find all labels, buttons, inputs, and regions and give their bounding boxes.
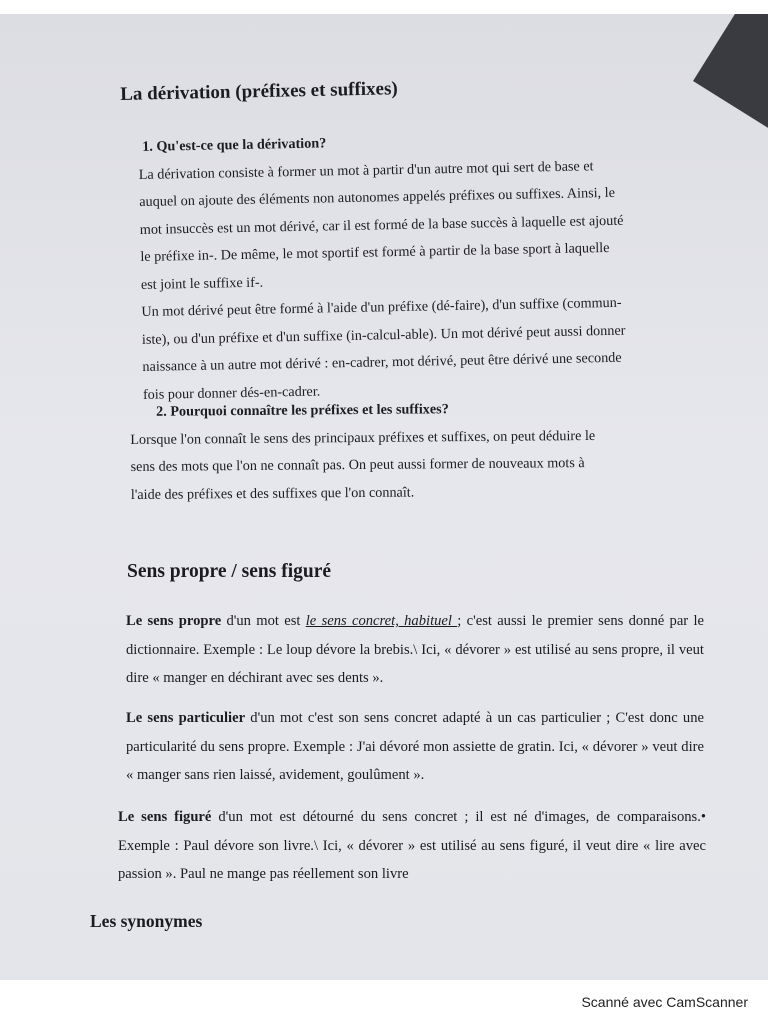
paragraph-text: d'un mot est détourné du sens concret ; il est né d'images, de comparaisons.• Exemple : Paul dévore son livre.\ Ici, « dévorer » est utilisé au sens figuré, il veut dire « lire avec passion ». Paul ne mange pas réellement son livre xyxy=(118,809,706,882)
paragraph-text: d'un mot c'est son sens concret adapté à un cas particulier ; C'est donc une particularité du sens propre. Exemple : J'ai dévoré mon assiette de gratin. Ici, « dévorer » veut dire « manger sans rien laissé, avidement, goulûment ». xyxy=(126,710,704,783)
paragraph-text: ; c'est aussi le premier sens donné par le dictionnaire. Exemple : Le loup dévore la brebis.\ Ici, « dévorer » est utilisé au sens propre, il veut dire « manger en déchirant avec ses dents ». xyxy=(126,613,704,686)
term-sens-propre: Le sens propre xyxy=(126,613,222,629)
scanned-page xyxy=(0,14,768,980)
paragraph-sens-propre xyxy=(126,607,704,693)
paragraph-sens-figure xyxy=(118,803,706,889)
section-title-synonymes: Les synonymes xyxy=(90,911,203,931)
question-2-heading: 2. Pourquoi connaître les préfixes et les suffixes? xyxy=(156,401,449,420)
page-corner-shadow xyxy=(693,14,768,129)
term-sens-particulier: Le sens particulier xyxy=(126,710,246,726)
section-title-sens: Sens propre / sens figuré xyxy=(127,561,332,582)
paragraph-line: La dérivation consiste à former un mot à partir d'un autre mot qui sert de base et xyxy=(138,157,594,183)
paragraph-line: mot insuccès est un mot dérivé, car il est formé de la base succès à laquelle est ajouté xyxy=(139,212,624,238)
paragraph-line: sens des mots que l'on ne connaît pas. On peut aussi former de nouveaux mots à xyxy=(130,455,585,475)
derivation-question-2 xyxy=(130,394,703,509)
question-1-heading: 1. Qu'est-ce que la dérivation? xyxy=(142,135,327,155)
paragraph-line: naissance à un autre mot dérivé : en-cadrer, mot dérivé, peut être dérivé une seconde xyxy=(142,349,622,375)
paragraph-line: Lorsque l'on connaît le sens des principaux préfixes et suffixes, on peut déduire le xyxy=(130,427,596,448)
section-title-derivation: La dérivation (préfixes et suffixes) xyxy=(120,78,398,105)
paragraph-line: iste), ou d'un préfixe et d'un suffixe (in-calcul-able). Un mot dérivé peut aussi donner xyxy=(141,322,626,348)
underlined-definition: le sens concret, habituel xyxy=(305,613,458,629)
paragraph-line: Un mot dérivé peut être formé à l'aide d'un préfixe (dé-faire), d'un suffixe (commun- xyxy=(141,294,622,320)
paragraph-text: d'un mot est xyxy=(221,613,306,629)
paragraph-sens-particulier xyxy=(126,704,704,790)
paragraph-line: le préfixe in-. De même, le mot sportif est formé à partir de la base sport à laquelle xyxy=(140,239,610,265)
paragraph-line: l'aide des préfixes et des suffixes que l'on connaît. xyxy=(130,484,415,503)
term-sens-figure: Le sens figuré xyxy=(118,809,212,825)
paragraph-line: est joint le suffixe if-. xyxy=(140,274,264,293)
derivation-question-1 xyxy=(138,123,705,409)
paragraph-line: auquel on ajoute des éléments non autonomes appelés préfixes ou suffixes. Ainsi, le xyxy=(139,184,616,210)
camscanner-watermark: Scanné avec CamScanner xyxy=(581,994,748,1010)
paragraph-line: fois pour donner dés-en-cadrer. xyxy=(142,383,321,403)
